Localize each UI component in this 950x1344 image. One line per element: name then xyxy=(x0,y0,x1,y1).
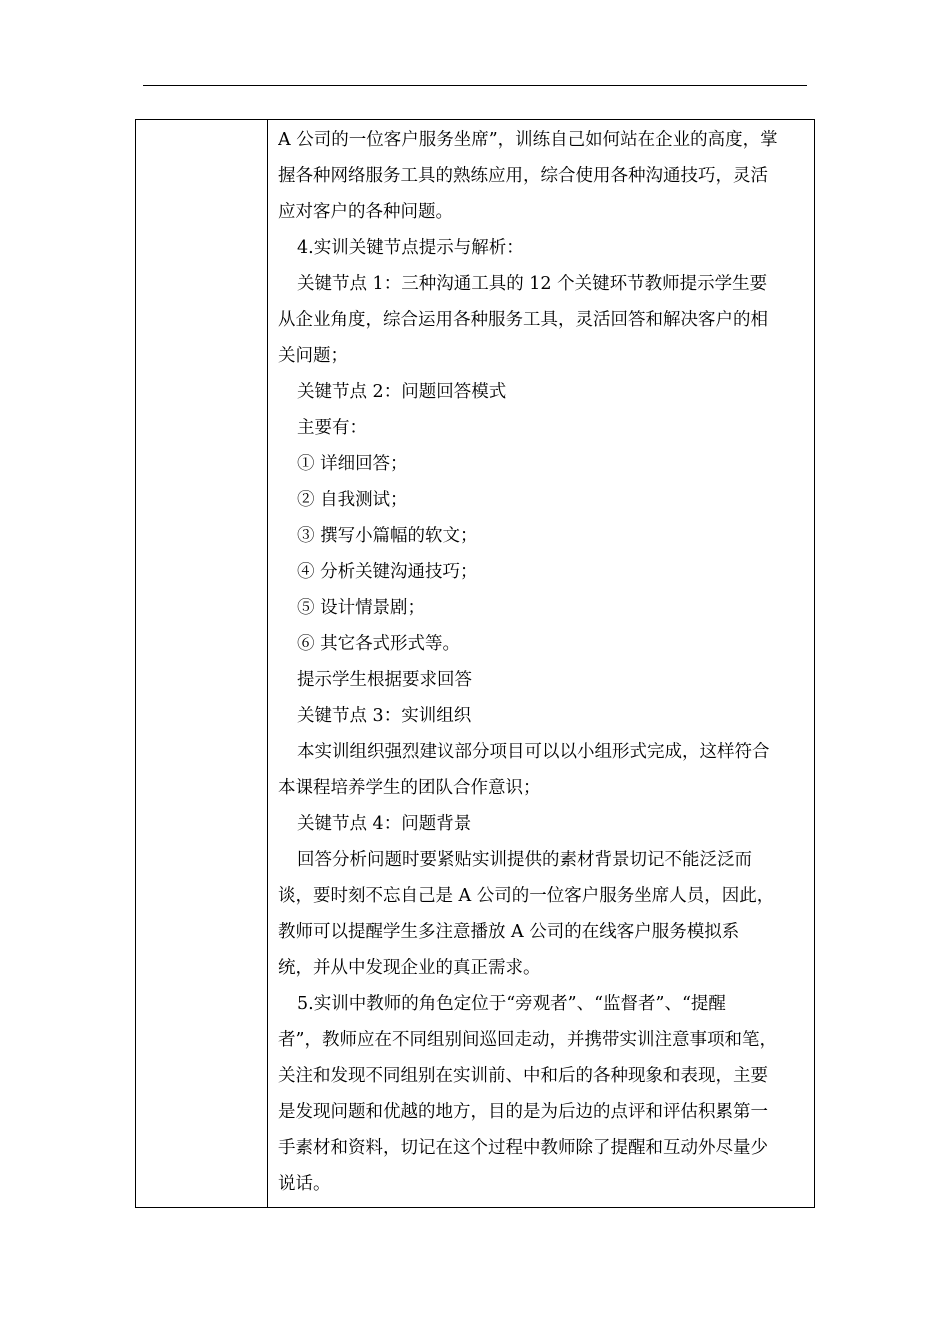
text-line: 说话。 xyxy=(278,1174,331,1194)
text-line: 关键节点 2：问题回答模式 xyxy=(297,382,507,402)
text-line: ④ 分析关键沟通技巧； xyxy=(297,562,478,582)
table-text-cell xyxy=(268,120,814,1207)
text-line: 谈，要时刻不忘自己是 A 公司的一位客户服务坐席人员，因此， xyxy=(278,886,775,906)
text-line: ⑥ 其它各式形式等。 xyxy=(297,634,461,654)
text-line: 提示学生根据要求回答 xyxy=(297,670,472,690)
text-line: 握各种网络服务工具的熟练应用，综合使用各种沟通技巧，灵活 xyxy=(278,166,768,186)
text-line: 关键节点 4：问题背景 xyxy=(297,814,472,834)
text-line: 是发现问题和优越的地方，目的是为后边的点评和评估积累第一 xyxy=(278,1102,768,1122)
text-line: ③ 撰写小篇幅的软文； xyxy=(297,526,478,546)
text-line: 4.实训关键节点提示与解析： xyxy=(297,238,524,258)
text-line: 关注和发现不同组别在实训前、中和后的各种现象和表现，主要 xyxy=(278,1066,768,1086)
table-left-cell xyxy=(136,120,268,1207)
content-table xyxy=(135,119,815,1208)
text-line: 教师可以提醒学生多注意播放 A 公司的在线客户服务模拟系 xyxy=(278,922,740,942)
text-line: 关问题； xyxy=(278,346,348,366)
header-rule xyxy=(143,85,807,86)
text-line: 应对客户的各种问题。 xyxy=(278,202,453,222)
text-line: 者”，教师应在不同组别间巡回走动，并携带实训注意事项和笔， xyxy=(278,1030,777,1050)
text-line: 统，并从中发现企业的真正需求。 xyxy=(278,958,541,978)
text-line: 从企业角度，综合运用各种服务工具，灵活回答和解决客户的相 xyxy=(278,310,768,330)
text-line: 本实训组织强烈建议部分项目可以以小组形式完成，这样符合 xyxy=(297,742,770,762)
text-line: A 公司的一位客户服务坐席”，训练自己如何站在企业的高度，掌 xyxy=(278,130,778,150)
text-line: ② 自我测试； xyxy=(297,490,408,510)
text-line: 本课程培养学生的团队合作意识； xyxy=(278,778,541,798)
text-line: 回答分析问题时要紧贴实训提供的素材背景切记不能泛泛而 xyxy=(297,850,752,870)
text-line: 手素材和资料，切记在这个过程中教师除了提醒和互动外尽量少 xyxy=(278,1138,768,1158)
text-line: 主要有： xyxy=(297,418,367,438)
text-line: ⑤ 设计情景剧； xyxy=(297,598,426,618)
text-line: 关键节点 3：实训组织 xyxy=(297,706,472,726)
text-line: 5.实训中教师的角色定位于“旁观者”、“监督者”、“提醒 xyxy=(297,994,726,1014)
text-line: 关键节点 1：三种沟通工具的 12 个关键环节教师提示学生要 xyxy=(297,274,768,294)
text-line: ① 详细回答； xyxy=(297,454,408,474)
